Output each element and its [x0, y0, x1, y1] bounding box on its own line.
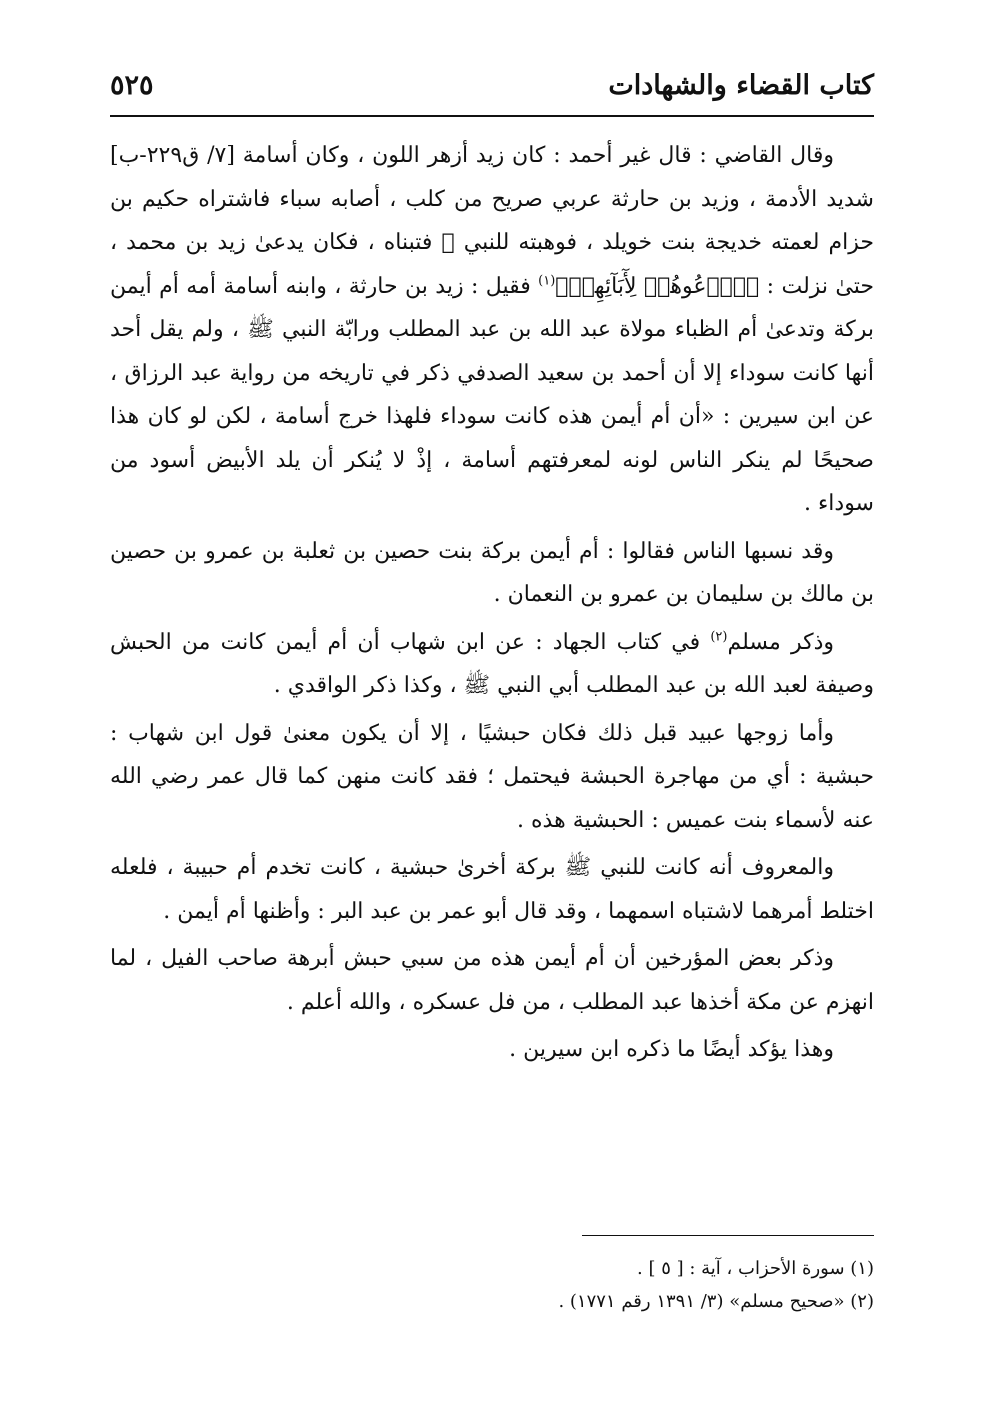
- paragraph: [110, 846, 874, 933]
- footnotes: [110, 1252, 874, 1318]
- paragraph: [110, 712, 874, 843]
- footnote: (١) سورة الأحزاب ، آية : [ ٥ ] .: [637, 1258, 874, 1279]
- paragraph: [110, 134, 874, 526]
- page-title: كتاب القضاء والشهادات: [608, 69, 874, 101]
- paragraph-text: وأما زوجها عبيد قبل ذلك فكان حبشيًا ، إلا أن يكون معنىٰ قول ابن شهاب : حبشية : أي من مهاجرة الحبشة فيحتمل ؛ فقد كانت منهن كما قال عمر رضي الله عنه لأسماء بنت عميس : الحبشية هذه .: [110, 720, 874, 833]
- paragraph: [110, 1028, 874, 1072]
- header-rule: [110, 115, 874, 117]
- footnote-rule: [582, 1235, 874, 1236]
- paragraph-text: والمعروف أنه كانت للنبي ﷺ بركة أخرىٰ حبشية ، كانت تخدم أم حبيبة ، فلعله اختلط أمرهما لاشتباه اسمهما ، وقد قال أبو عمر بن عبد البر : وأظنها أم أيمن .: [110, 855, 874, 924]
- paragraph-text: في كتاب الجهاد : عن ابن شهاب أن أم أيمن كانت من الحبش وصيفة لعبد الله بن عبد المطلب أبي النبي ﷺ ، وكذا ذكر الواقدي .: [110, 629, 874, 698]
- footnote-ref: (٢): [710, 629, 728, 645]
- paragraph-text: وقال القاضي : قال غير أحمد : كان زيد أزهر اللون ، وكان أسامة [٧/ ق٢٢٩-ب] شديد الأدمة ، وزيد بن حارثة عربي صريح من كلب ، أصابه سباء فاشتراه حكيم بن حزام لعمته خديجة بنت خويلد ، فوهبته للنبي ﷺ فتبناه ، فكان يدعىٰ زيد بن محمد ، حتىٰ نزلت : ﴿ٱدۡعُوهُمۡ لِأٓبَآئِهِمۡ﴾: [110, 143, 875, 299]
- paragraph: [110, 530, 874, 617]
- page-number: ٥٢٥: [110, 69, 154, 101]
- footnote: (٢) «صحيح مسلم» (٣/ ١٣٩١ رقم ١٧٧١) .: [558, 1291, 874, 1312]
- paragraph-text: وهذا يؤكد أيضًا ما ذكره ابن سيرين .: [509, 1037, 834, 1062]
- body-text: [110, 134, 874, 1076]
- page-header: [110, 62, 874, 108]
- paragraph-text: وقد نسبها الناس فقالوا : أم أيمن بركة بنت حصين بن ثعلبة بن عمرو بن حصين بن مالك بن سليمان بن عمرو بن النعمان .: [110, 538, 874, 607]
- footnote-ref: (١): [538, 273, 556, 289]
- paragraph: [110, 937, 874, 1024]
- paragraph-text: وذكر بعض المؤرخين أن أم أيمن هذه من سبي حبش أبرهة صاحب الفيل ، لما انهزم عن مكة أخذها عبد المطلب ، من فل عسكره ، والله أعلم .: [110, 946, 874, 1015]
- paragraph-text: وذكر مسلم: [727, 629, 834, 655]
- paragraph: [110, 621, 874, 708]
- paragraph-text: فقيل : زيد بن حارثة ، وابنه أسامة أمه أم أيمن بركة وتدعىٰ أم الظباء مولاة عبد الله بن عبد المطلب ورابّة النبي ﷺ ، ولم يقل أحد أنها كانت سوداء إلا أن أحمد بن سعيد الصدفي ذكر في تاريخه من رواية عبد الرزاق ، عن ابن سيرين : «أن أم أيمن هذه كانت سوداء فلهذا خرج أسامة ، لكن لو كان هذا صحيحًا لم ينكر الناس لونه لمعرفتهم أسامة ، إذْ لا يُنكر أن يلد الأبيض أسود من سوداء .: [110, 273, 874, 516]
